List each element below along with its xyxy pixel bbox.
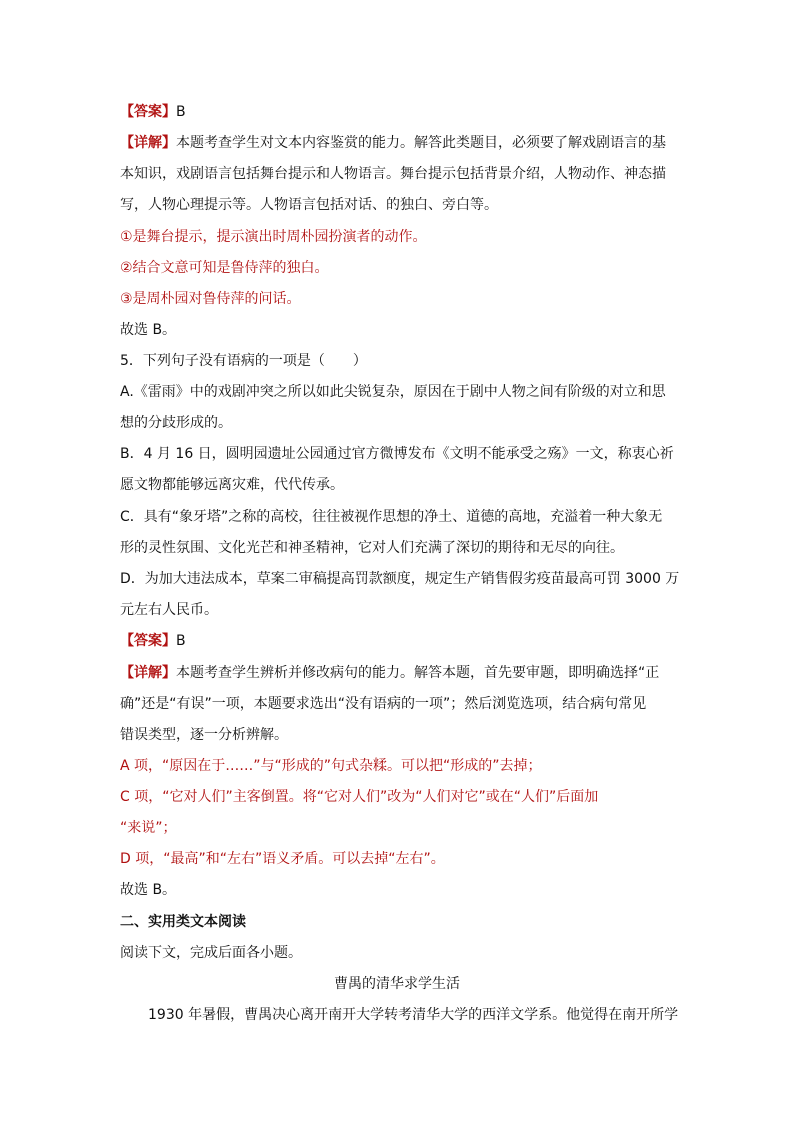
option-a-cont: 想的分歧形成的。 [120,415,232,431]
answer-value: B [176,633,186,649]
article-paragraph: 1930 年暑假，曹禺决心离开南开大学转考清华大学的西洋文学系。他觉得在南开所学 [148,1007,679,1023]
detail-text: 本题考查学生对文本内容鉴赏的能力。解答此类题目，必须要了解戏剧语言的基 [176,135,666,151]
analysis-note: D 项，“最高”和“左右”语义矛盾。可以去掉“左右”。 [120,851,445,867]
answer-value: B [176,104,186,120]
question-stem: 5．下列句子没有语病的一项是（ ） [120,353,367,369]
option-d-cont: 元左右人民币。 [120,602,218,618]
analysis-note: ①是舞台提示，提示演出时周朴园扮演者的动作。 [120,229,427,245]
detail-line-3: 错误类型，逐一分析辨解。 [120,727,288,743]
detail-label: 【详解】 [120,665,176,681]
article-title: 曹禺的清华求学生活 [334,976,460,992]
detail-line-1 [120,663,680,683]
answer-label: 【答案】 [120,633,176,649]
section-heading: 二、实用类文本阅读 [120,914,246,930]
conclusion-line: 故选 B。 [120,322,177,338]
analysis-note: ③是周朴园对鲁侍萍的问话。 [120,291,301,307]
option-c-cont: 形的灵性氛围、文化光芒和神圣精神，它对人们充满了深切的期待和无尽的向往。 [120,540,624,556]
analysis-note: A 项，“原因在于……”与“形成的”句式杂糅。可以把“形成的”去掉； [120,758,542,774]
analysis-note: C 项，“它对人们”主客倒置。将“它对人们”改为“人们对它”或在“人们”后面加 [120,789,599,805]
option-a: A.《雷雨》中的戏剧冲突之所以如此尖锐复杂，原因在于剧中人物之间有阶级的对立和思 [120,384,666,400]
option-b: B．4 月 16 日，圆明园遗址公园通过官方微博发布《文明不能承受之殇》一文，称衷心祈 [120,446,674,462]
option-b-cont: 愿文物都能够远离灾难，代代传承。 [120,477,344,493]
answer-line-1 [120,102,680,122]
detail-text: 本题考查学生辨析并修改病句的能力。解答本题，首先要审题，即明确选择“正 [176,665,660,681]
detail-line-3: 写，人物心理提示等。人物语言包括对话、的独白、旁白等。 [120,197,498,213]
detail-line-2: 本知识，戏剧语言包括舞台提示和人物语言。舞台提示包括背景介绍，人物动作、神态描 [120,166,666,182]
answer-line-2 [120,631,680,651]
answer-label: 【答案】 [120,104,176,120]
option-d: D．为加大违法成本，草案二审稿提高罚款额度，规定生产销售假劣疫苗最高可罚 3000 万 [120,571,680,587]
option-c: C．具有“象牙塔”之称的高校，往往被视作思想的净土、道德的高地，充溢着一种大象无 [120,509,663,525]
detail-line-1 [120,133,680,153]
analysis-note: ②结合文意可知是鲁侍萍的独白。 [120,260,329,276]
detail-line-2: 确”还是“有误”一项，本题要求选出“没有语病的一项”；然后浏览选项，结合病句常见 [120,696,647,712]
detail-label: 【详解】 [120,135,176,151]
analysis-note: “来说”； [120,820,177,836]
conclusion-line: 故选 B。 [120,882,177,898]
section-instruction: 阅读下文，完成后面各小题。 [120,945,302,961]
